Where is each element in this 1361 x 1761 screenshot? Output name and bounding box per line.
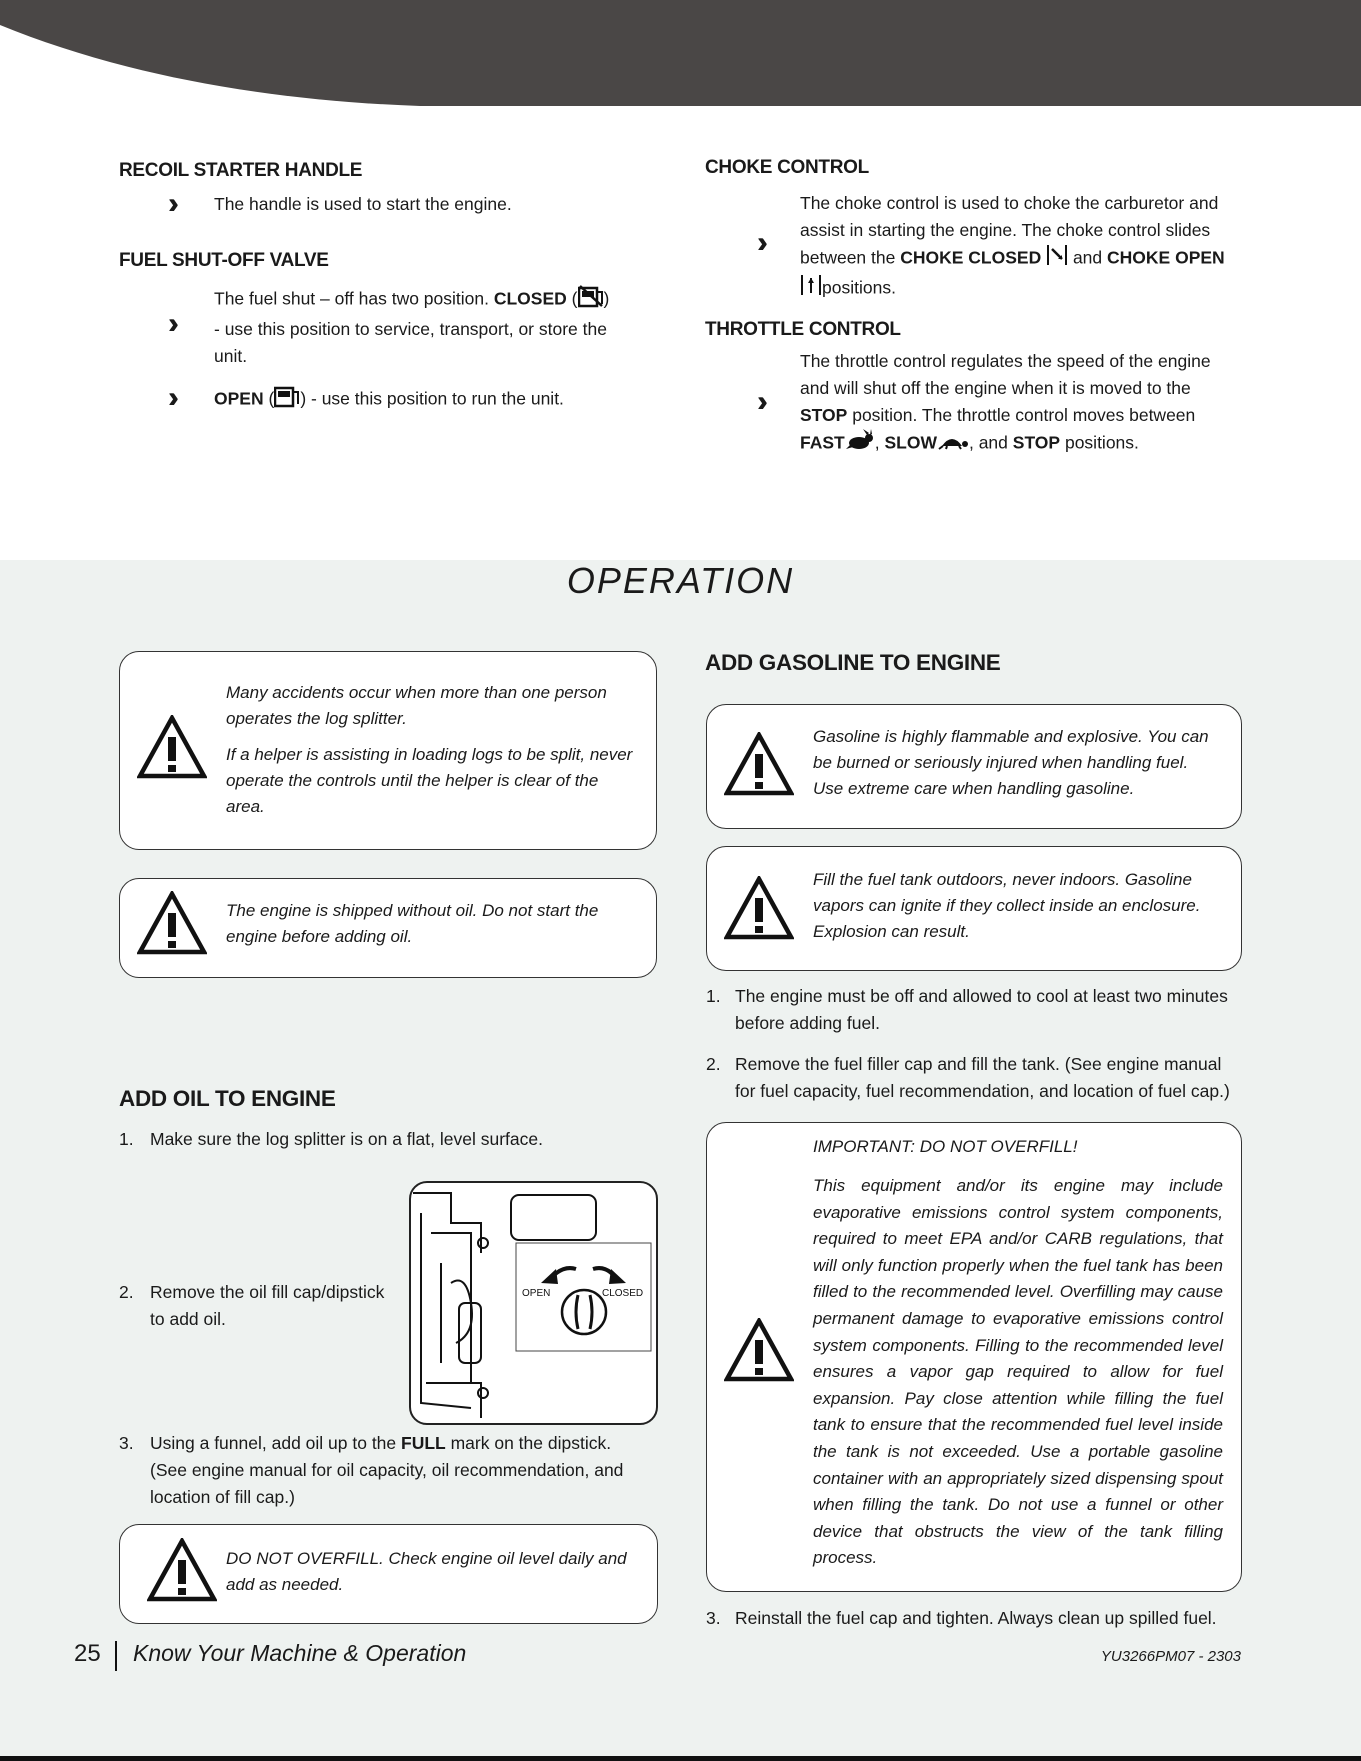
operation-title: OPERATION (566, 560, 795, 601)
warning-triangle-icon (724, 876, 794, 940)
footer-divider (115, 1641, 117, 1671)
choke-open-icon (800, 274, 822, 304)
chevron-icon: ›› (168, 187, 170, 220)
warning-text: Many accidents occur when more than one person operates the log splitter. If a helper is assisting in loading logs to be split, never operate the controls until the helper is clear of the area. (226, 683, 633, 816)
gas-step-2: Remove the fuel filler cap and fill the tank. (See engine manual for fuel capacity, fuel recommendation, and location of fuel cap.) (735, 1054, 1230, 1101)
throttle-heading: THROTTLE CONTROL (705, 319, 901, 340)
chevron-icon: ›› (168, 307, 170, 340)
choke-text: The choke control is used to choke the carburetor and assist in starting the engine. The choke control slides between the CHOKE CLOSED and CHOKE OPEN positions. (800, 190, 1260, 304)
warning-text: Gasoline is highly flammable and explosive. You can be burned or seriously injured when handling fuel. Use extreme care when handling gasoline. (813, 727, 1209, 798)
page-number: 25 (74, 1640, 101, 1667)
fuel-valve-heading: FUEL SHUT-OFF VALVE (119, 250, 329, 271)
chevron-icon: ›› (757, 226, 759, 259)
fuel-valve-closed-text: The fuel shut – off has two position. CLOSED ( ) - use this position to service, transport, or store the unit. (214, 284, 664, 370)
diagram-closed-label: CLOSED (602, 1288, 644, 1299)
chevron-icon: ›› (757, 385, 759, 418)
warning-triangle-icon (724, 732, 794, 796)
warning-triangle-icon (137, 715, 207, 779)
footer-title: Know Your Machine & Operation (133, 1640, 467, 1666)
fuel-valve-open-text: OPEN ( ) - use this position to run the unit. (214, 384, 564, 416)
rabbit-icon (845, 429, 875, 459)
warning-text: The engine is shipped without oil. Do not start the engine before adding oil. (226, 901, 599, 946)
oil-cap-diagram (409, 1181, 658, 1425)
gas-step-3: Reinstall the fuel cap and tighten. Always clean up spilled fuel. (735, 1608, 1217, 1628)
diagram-open-label: OPEN (522, 1288, 551, 1299)
recoil-heading: RECOIL STARTER HANDLE (119, 160, 363, 181)
engine-illustration (411, 1183, 656, 1423)
warning-text: Fill the fuel tank outdoors, never indoors. Gasoline vapors can ignite if they collect inside an enclosure. Explosion can result. (813, 870, 1201, 941)
important-text: This equipment and/or its engine may include evaporative emissions control system components, required to meet EPA and/or CARB regulations, that will only function properly when the fuel tank has been filled to the recommended level. Overfilling may cause permanent damage to evaporative emissions control system components. Filling to the recommended level ensures a vapor gap required to allow for fuel expansion. Pay close attention while filling the fuel tank to ensure that the recommended fuel level inside the tank is not exceeded. Use a portable gasoline container with an appropriately sized dispensing spout when filling the tank. Do not use a funnel or other device that obstructs the view of the tank filling process. (813, 1176, 1223, 1568)
header-band (0, 0, 1361, 110)
choke-closed-icon (1046, 244, 1068, 274)
turtle-icon (937, 431, 969, 458)
important-title: IMPORTANT: DO NOT OVERFILL! (813, 1137, 1078, 1156)
oil-step-1: Make sure the log splitter is on a flat, level surface. (150, 1129, 543, 1149)
oil-step-2: Remove the oil fill cap/dipstick to add oil. (150, 1282, 385, 1329)
add-oil-heading: ADD OIL TO ENGINE (119, 1086, 336, 1111)
step-number: 2. (119, 1282, 134, 1302)
step-number: 3. (706, 1608, 721, 1628)
throttle-text: The throttle control regulates the speed of the engine and will shut off the engine when it is moved to the STOP position. The throttle control moves between FAST , SLOW , and STOP positions. (800, 348, 1260, 459)
oil-step-3: Using a funnel, add oil up to the FULL mark on the dipstick. (See engine manual for oil capacity, oil recommendation, and location of fill cap.) (150, 1433, 624, 1507)
step-number: 2. (706, 1054, 721, 1074)
bottom-rule (0, 1756, 1361, 1761)
step-number: 1. (706, 986, 721, 1006)
warning-triangle-icon (147, 1538, 217, 1602)
add-gas-heading: ADD GASOLINE TO ENGINE (705, 650, 1001, 675)
warning-text: DO NOT OVERFILL. Check engine oil level daily and add as needed. (226, 1549, 627, 1594)
fuel-closed-icon (578, 284, 604, 316)
recoil-text: The handle is used to start the engine. (214, 194, 512, 214)
gas-step-1: The engine must be off and allowed to cool at least two minutes before adding fuel. (735, 986, 1228, 1033)
warning-triangle-icon (137, 891, 207, 955)
step-number: 1. (119, 1129, 134, 1149)
warning-triangle-icon (724, 1318, 794, 1382)
step-number: 3. (119, 1433, 134, 1453)
choke-heading: CHOKE CONTROL (705, 157, 869, 178)
chevron-icon: ›› (168, 381, 170, 414)
fuel-open-icon (274, 384, 300, 416)
document-code: YU3266PM07 - 2303 (1100, 1648, 1241, 1665)
